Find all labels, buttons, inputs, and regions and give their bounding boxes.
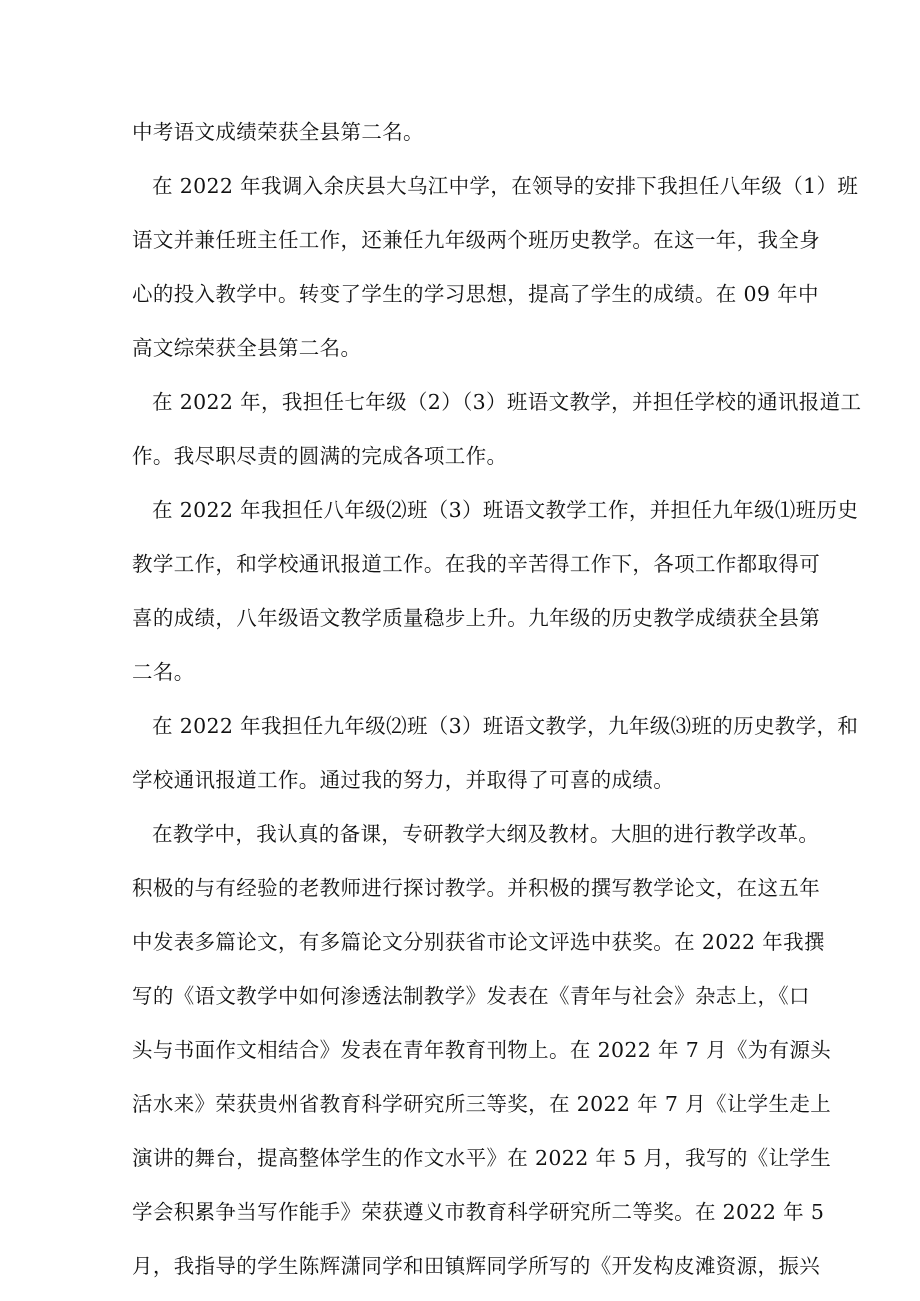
text-line: 喜的成绩，八年级语文教学质量稳步上升。九年级的历史教学成绩获全县第 (132, 606, 821, 630)
paragraph-start-line: 在 2022 年我担任九年级⑵班（3）班语文教学，九年级⑶班的历史教学，和 (152, 714, 859, 738)
text-line: 教学工作，和学校通讯报道工作。在我的辛苦得工作下，各项工作都取得可 (132, 552, 821, 576)
text-line: 语文并兼任班主任工作，还兼任九年级两个班历史教学。在这一年，我全身 (132, 228, 821, 252)
text-line: 作。我尽职尽责的圆满的完成各项工作。 (132, 444, 508, 468)
text-line: 中考语文成绩荣获全县第二名。 (132, 120, 424, 144)
text-line: 写的《语文教学中如何渗透法制教学》发表在《青年与社会》杂志上，《口 (132, 984, 810, 1008)
text-line: 心的投入教学中。转变了学生的学习思想，提高了学生的成绩。在 09 年中 (132, 282, 819, 306)
text-line: 学会积累争当写作能手》荣获遵义市教育科学研究所二等奖。在 2022 年 5 (132, 1200, 825, 1224)
text-line: 月，我指导的学生陈辉潇同学和田镇辉同学所写的《开发构皮滩资源，振兴 (132, 1254, 821, 1278)
text-line: 高文综荣获全县第二名。 (132, 336, 362, 360)
text-line: 中发表多篇论文，有多篇论文分别获省市论文评选中获奖。在 2022 年我撰 (132, 930, 825, 954)
paragraph-start-line: 在 2022 年我调入余庆县大乌江中学，在领导的安排下我担任八年级（1）班 (152, 174, 859, 198)
paragraph-start-line: 在 2022 年，我担任七年级（2）（3）班语文教学，并担任学校的通讯报道工 (152, 390, 862, 414)
text-line: 学校通讯报道工作。通过我的努力，并取得了可喜的成绩。 (132, 768, 675, 792)
text-line: 活水来》荣获贵州省教育科学研究所三等奖，在 2022 年 7 月《让学生走上 (132, 1092, 832, 1116)
text-line: 积极的与有经验的老教师进行探讨教学。并积极的撰写教学论文，在这五年 (132, 876, 821, 900)
paragraph-start-line: 在教学中，我认真的备课，专研教学大纲及教材。大胆的进行教学改革。 (152, 822, 820, 846)
paragraph-start-line: 在 2022 年我担任八年级⑵班（3）班语文教学工作，并担任九年级⑴班历史 (152, 498, 859, 522)
text-line: 二名。 (132, 660, 195, 684)
text-line: 演讲的舞台，提高整体学生的作文水平》在 2022 年 5 月，我写的《让学生 (132, 1146, 832, 1170)
text-line: 头与书面作文相结合》发表在青年教育刊物上。在 2022 年 7 月《为有源头 (132, 1038, 832, 1062)
